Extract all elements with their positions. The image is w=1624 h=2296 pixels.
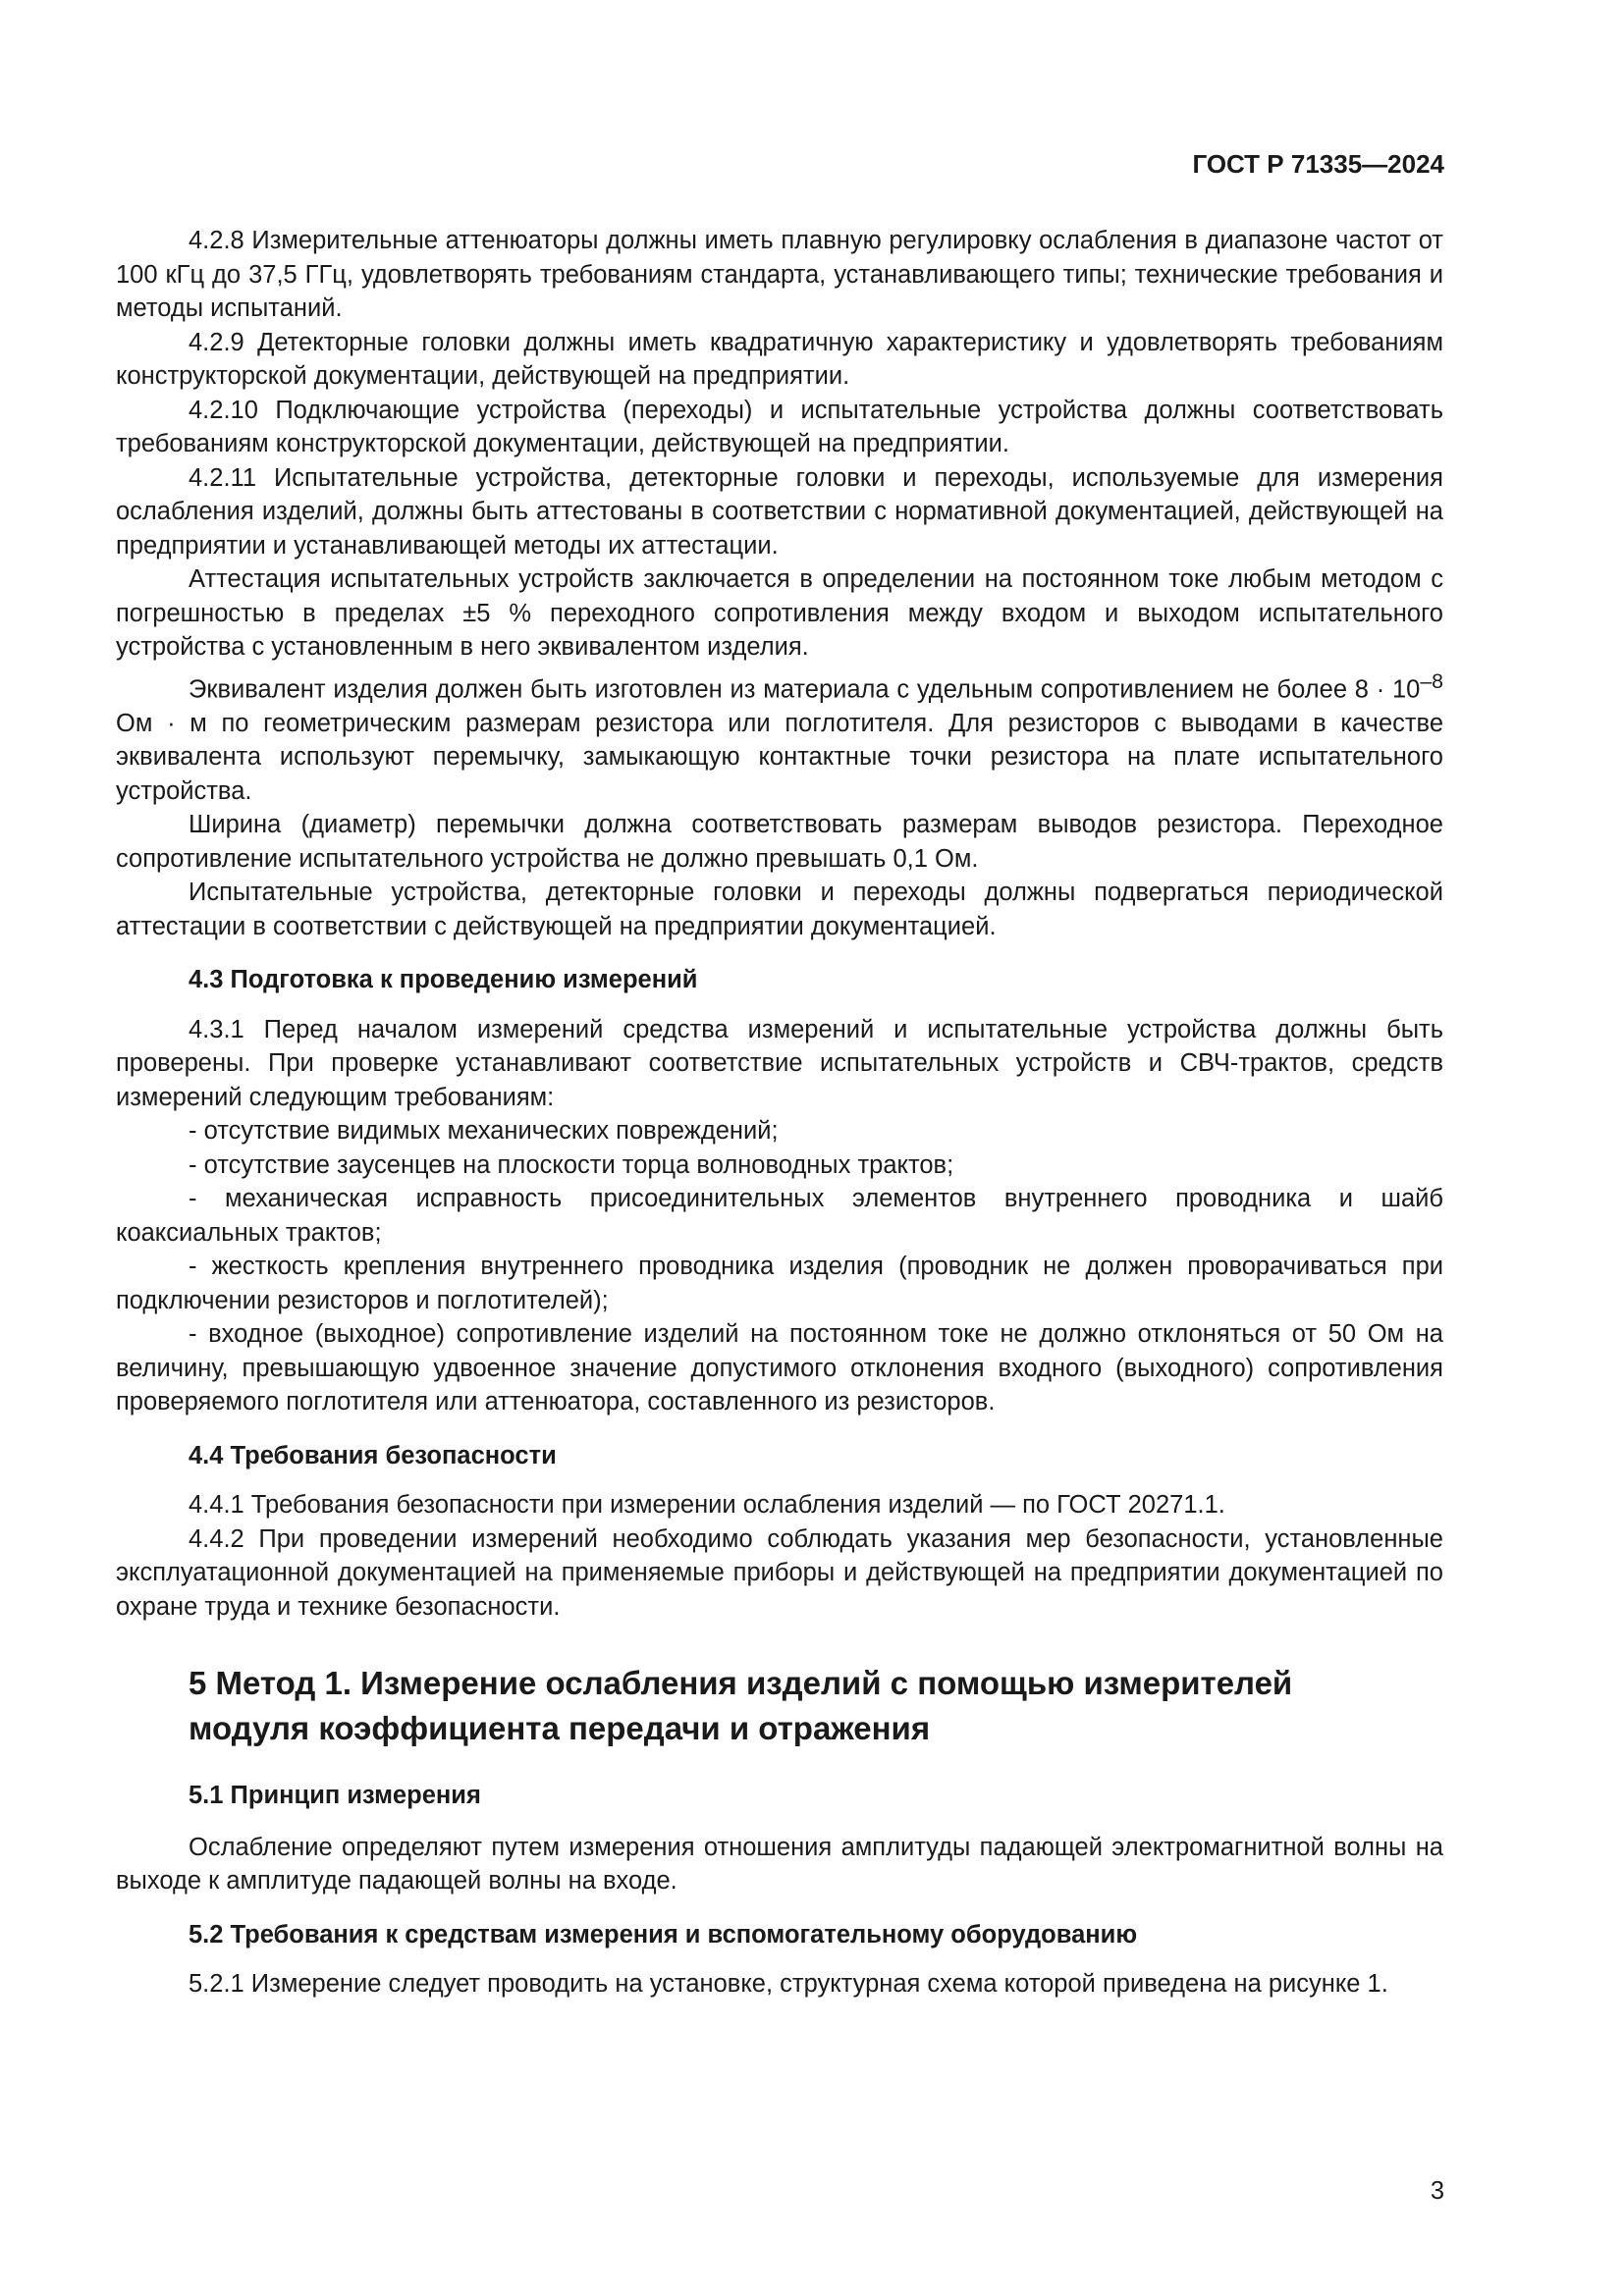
- paragraph-attestation: Аттестация испытательных устройств заключается в определении на постоянном токе любым методом с погрешностью в пределах ±5 % переходного сопротивления между входом и выходом испытательного устройства с установленным в него эквивалентом изделия.: [116, 565, 1443, 661]
- document-body: [116, 224, 1443, 2002]
- paragraph-5-2-1: 5.2.1 Измерение следует проводить на установке, структурная схема которой приведена на рисунке 1.: [189, 1970, 1388, 1998]
- paragraph-jumper-width: Ширина (диаметр) перемычки должна соответствовать размерам выводов резистора. Переходное сопротивление испытательного устройства не должно превышать 0,1 Ом.: [116, 811, 1443, 873]
- paragraph-periodic: Испытательные устройства, детекторные головки и переходы должны подвергаться периодической аттестации в соответствии с действующей на предприятии документацией.: [116, 879, 1443, 940]
- section-5-heading: [116, 1661, 1443, 1751]
- equivalent-text-a: Эквивалент изделия должен быть изготовлен из материала с удельным сопротивлением не более 8 · 10: [189, 675, 1421, 703]
- document-header: ГОСТ Р 71335—2024: [1192, 149, 1444, 179]
- paragraph-4-4-2: 4.4.2 При проведении измерений необходимо соблюдать указания мер безопасности, установленные эксплуатационной документацией на применяемые приборы и действующей на предприятии документацией по охране труда и технике безопасности.: [116, 1524, 1443, 1621]
- section-5-2-heading: 5.2 Требования к средствам измерения и вспомогательному оборудованию: [189, 1920, 1138, 1949]
- list-item: - жесткость крепления внутреннего проводника изделия (проводник не должен проворачиваться при подключении резисторов и поглотителей);: [116, 1253, 1443, 1314]
- paragraph-4-2-9: 4.2.9 Детекторные головки должны иметь квадратичную характеристику и удовлетворять требованиям конструкторской документации, действующей на предприятии.: [116, 328, 1443, 390]
- paragraph-5-1: Ослабление определяют путем измерения отношения амплитуды падающей электромагнитной волны на выходе к амплитуде падающей волны на входе.: [116, 1833, 1443, 1895]
- section-4-3-heading: 4.3 Подготовка к проведению измерений: [189, 966, 698, 993]
- paragraph-4-2-10: 4.2.10 Подключающие устройства (переходы) и испытательные устройства должны соответствовать требованиям конструкторской документации, действующей на предприятии.: [116, 396, 1443, 457]
- list-item: - механическая исправность присоединительных элементов внутреннего проводника и шайб коаксиальных трактов;: [116, 1185, 1443, 1247]
- paragraph-4-3-1: 4.3.1 Перед началом измерений средства измерений и испытательные устройства должны быть проверены. При проверке устанавливают соответствие испытательных устройств и СВЧ-трактов, средств измерений следующим требованиям:: [116, 1015, 1443, 1111]
- paragraph-equivalent: [116, 665, 1443, 809]
- section-5-heading-line1: 5 Метод 1. Измерение ослабления изделий с помощью измерителей: [189, 1665, 1293, 1701]
- paragraph-4-4-1: 4.4.1 Требования безопасности при измерении ослабления изделий — по ГОСТ 20271.1.: [189, 1491, 1225, 1519]
- list-item: - отсутствие видимых механических повреждений;: [189, 1117, 779, 1145]
- list-item: - отсутствие заусенцев на плоскости торца волноводных трактов;: [189, 1150, 954, 1179]
- equivalent-exponent: –8: [1420, 668, 1443, 693]
- paragraph-4-2-8: 4.2.8 Измерительные аттенюаторы должны иметь плавную регулировку ослабления в диапазоне частот от 100 кГц до 37,5 ГГц, удовлетворять требованиям стандарта, устанавливающего типы; технические требования и методы испытаний.: [116, 227, 1443, 322]
- section-5-heading-line2: модуля коэффициента передачи и отражения: [189, 1710, 931, 1746]
- equivalent-text-b: Ом · м по геометрическим размерам резистора или поглотителя. Для резисторов с выводами в качестве эквивалента используют перемычку, замыкающую контактные точки резистора на плате испытательного устройства.: [116, 709, 1443, 805]
- section-4-4-heading: 4.4 Требования безопасности: [189, 1441, 557, 1469]
- paragraph-4-2-11: 4.2.11 Испытательные устройства, детекторные головки и переходы, используемые для измерения ослабления изделий, должны быть аттестованы в соответствии с нормативной документацией, действующей на предприятии и устанавливающей методы их аттестации.: [116, 463, 1443, 560]
- section-5-1-heading: 5.1 Принцип измерения: [189, 1782, 481, 1809]
- list-item: - входное (выходное) сопротивление изделий на постоянном токе не должно отклоняться от 50 Ом на величину, превышающую удвоенное значение допустимого отклонения входного (выходного) сопротивления проверяемого поглотителя или аттенюатора, составленного из резисторов.: [116, 1320, 1443, 1415]
- page-number: 3: [1430, 2177, 1444, 2205]
